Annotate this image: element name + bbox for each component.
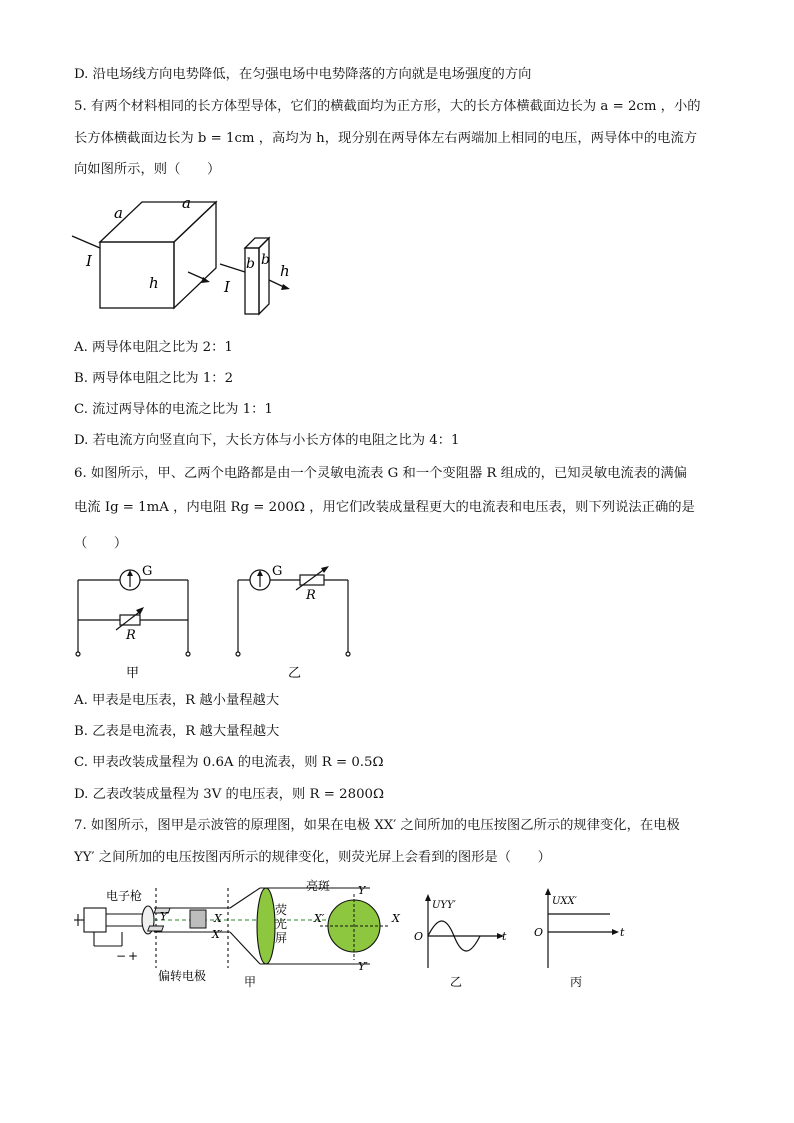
jia-caption: 甲 <box>126 666 140 681</box>
label-plus: + <box>128 949 139 963</box>
label-a1: a <box>114 204 123 222</box>
q6-option-c: C. 甲表改装成量程为 0.6A 的电流表，则 R = 0.5Ω <box>74 755 384 770</box>
jia-label-G: G <box>142 564 153 579</box>
label-Xp-plate: X′ <box>212 928 223 941</box>
graph-yi-U: UYY′ <box>432 900 456 911</box>
q6-stem-line3: （ ） <box>74 536 128 551</box>
screen-label-X: X <box>392 912 400 925</box>
yi-terminal-left <box>236 652 240 656</box>
q7-stem-line1: 7. 如图所示，图甲是示波管的原理图，如果在电极 XX′ 之间所加的电压按图乙所示的规律变化，在电极 <box>74 818 680 833</box>
q6-option-b: B. 乙表是电流表，R 越大量程越大 <box>74 724 280 739</box>
q5-option-a: A. 两导体电阻之比为 2：1 <box>74 340 233 355</box>
q5-option-c: C. 流过两导体的电流之比为 1：1 <box>74 402 273 417</box>
q5-conductors-figure <box>70 190 310 320</box>
label-I1: I <box>86 252 92 270</box>
label-screen-2: 光 <box>275 917 288 931</box>
jia-terminal-right <box>186 652 190 656</box>
small-box-top <box>245 238 269 248</box>
label-b1: b <box>246 256 255 272</box>
q5-stem-line1: 5. 有两个材料相同的长方体型导体，它们的横截面均为正方形，大的长方体横截面边长为 a = 2cm ，小的 <box>74 99 701 114</box>
label-minus: − <box>116 949 127 963</box>
q5-stem-line3: 向如图所示，则（ ） <box>74 162 221 177</box>
q7-oscilloscope-figure <box>70 878 630 993</box>
jia-label-R: R <box>126 628 136 643</box>
plate-Yp <box>148 926 164 931</box>
yi-label-R: R <box>306 588 316 603</box>
label-b2: b <box>261 252 270 268</box>
screen-label-Y: Y <box>358 884 366 897</box>
screen-label-Xp: X′ <box>314 912 325 925</box>
q6-circuits-figure <box>70 560 370 685</box>
graph-bing-t: t <box>620 926 625 939</box>
big-box-side <box>174 202 216 308</box>
label-h1: h <box>149 274 159 292</box>
label-Y-plate: Y <box>160 910 168 923</box>
label-spot: 亮斑 <box>306 879 331 893</box>
yi-resistor <box>300 575 324 585</box>
screen-side <box>257 888 275 964</box>
yi-label-G: G <box>272 564 283 579</box>
q5-option-d: D. 若电流方向竖直向下，大长方体与小长方体的电阻之比为 4：1 <box>74 433 460 448</box>
graph-bing-O: O <box>534 926 544 939</box>
jia-terminal-left <box>76 652 80 656</box>
big-current-in-line <box>72 236 100 248</box>
yi-terminal-right <box>346 652 350 656</box>
label-screen-3: 屏 <box>275 931 288 945</box>
label-a2: a <box>182 194 191 212</box>
graph-bing-U: UXX′ <box>552 896 577 907</box>
small-arrow-head <box>281 284 290 290</box>
q6-stem-line2: 电流 Ig = 1mA ，内电阻 Rg = 200Ω ，用它们改装成量程更大的电流表和电压表，则下列说法正确的是 <box>74 500 695 515</box>
label-screen-1: 荧 <box>275 903 288 917</box>
caption-jia: 甲 <box>244 975 257 989</box>
q4-option-d: D. 沿电场线方向电势降低，在匀强电场中电势降落的方向就是电场强度的方向 <box>74 67 532 82</box>
plate-X <box>190 910 206 928</box>
graph-yi-t: t <box>502 930 507 943</box>
label-plates: 偏转电极 <box>158 969 207 983</box>
q6-option-d: D. 乙表改装成量程为 3V 的电压表，则 R = 2800Ω <box>74 787 385 802</box>
q6-option-a: A. 甲表是电压表，R 越小量程越大 <box>74 693 280 708</box>
graph-yi-O: O <box>414 930 424 943</box>
label-gun: 电子枪 <box>106 889 143 903</box>
caption-bing: 丙 <box>570 975 583 989</box>
screen-label-Yp: Y′ <box>358 960 368 973</box>
caption-yi: 乙 <box>450 975 463 989</box>
label-h2: h <box>280 262 290 280</box>
q6-stem-line1: 6. 如图所示，甲、乙两个电路都是由一个灵敏电流表 G 和一个变阻器 R 组成的，已知灵敏电流表的满偏 <box>74 466 687 481</box>
gun-body <box>84 908 106 932</box>
q5-stem-line2: 长方体横截面边长为 b = 1cm ，高均为 h，现分别在两导体左右两端加上相同的电压，两导体中的电流方 <box>74 131 698 146</box>
yi-caption: 乙 <box>288 666 302 681</box>
label-I2: I <box>224 278 230 296</box>
small-box-side <box>259 238 269 314</box>
small-current-in-line <box>220 264 245 272</box>
jia-resistor <box>120 615 140 625</box>
q5-option-b: B. 两导体电阻之比为 1：2 <box>74 371 234 386</box>
q7-stem-line2: YY′ 之间所加的电压按图丙所示的规律变化，则荧光屏上会看到的图形是（ ） <box>74 850 551 865</box>
label-X-plate: X <box>214 912 222 925</box>
big-box-front <box>100 242 174 308</box>
